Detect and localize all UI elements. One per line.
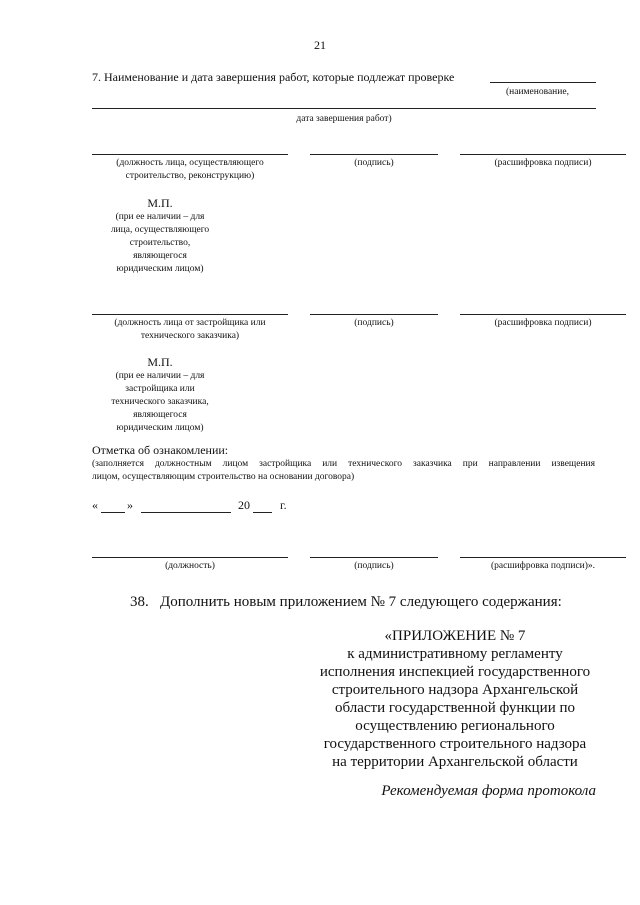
decoding-line-3 [460,557,626,558]
date-close-quote: » [127,498,133,512]
appendix-header [300,627,610,771]
item38-text: 38. Дополнить новым приложением № 7 следующего содержания: [130,594,562,610]
year-line [253,512,272,513]
acknowledgement-note-2: лицом, осуществляющим строительство на основании договора) [92,472,355,482]
month-line [141,512,231,513]
item7-hint-name: (наименование, [506,87,569,97]
year-prefix: 20 [238,498,250,512]
appendix-line: на территории Архангельской области [332,754,578,770]
appendix-title: «ПРИЛОЖЕНИЕ № 7 [384,628,526,644]
acknowledgement-note-1: (заполняется должностным лицом застройщика или технического заказчика при направлении извещения [92,459,595,469]
appendix-line: осуществлению регионального [355,718,555,734]
item7-hint-date: дата завершения работ) [296,114,392,124]
decoding-line-2 [460,314,626,315]
position-line-2 [92,314,288,315]
position-line-3 [92,557,288,558]
item7-name-line [490,82,596,83]
appendix-line: области государственной функции по [334,700,576,716]
position-line-1 [92,154,288,155]
stamp-note-1: М.П. (при ее наличии – для лица, осуществляющего строительство, являющегося юридическим лицом) [110,196,210,274]
position-hint-1: (должность лица, осуществляющего строительство, реконструкцию) [116,158,264,181]
item7-label: 7. Наименование и дата завершения работ, которые подлежат проверке [92,70,455,84]
appendix-line: государственного строительного надзора [323,736,587,752]
acknowledgement-title: Отметка об ознакомлении: [92,443,229,457]
signature-hint-1: (подпись) [354,158,394,168]
appendix-line: исполнения инспекцией государственного [319,664,591,680]
signature-hint-3: (подпись) [354,561,394,571]
stamp-note-2: М.П. (при ее наличии – для застройщика или технического заказчика, являющегося юридическим лицом) [111,355,209,433]
date-open-quote: « [92,498,98,512]
signature-line-3 [310,557,438,558]
position-hint-3: (должность) [165,561,215,571]
item7-date-line [92,108,596,109]
appendix-line: к административному регламенту [347,646,563,662]
appendix-line: строительного надзора Архангельской [331,682,579,698]
position-hint-2: (должность лица от застройщика или технического заказчика) [114,318,266,341]
signature-hint-2: (подпись) [354,318,394,328]
year-suffix: г. [280,498,287,512]
page-number: 21 [314,38,326,52]
decoding-hint-1: (расшифровка подписи) [494,158,592,168]
form-caption: Рекомендуемая форма протокола [381,783,596,799]
signature-line-1 [310,154,438,155]
day-line [101,512,125,513]
decoding-hint-2: (расшифровка подписи) [494,318,592,328]
signature-line-2 [310,314,438,315]
decoding-line-1 [460,154,626,155]
decoding-hint-3: (расшифровка подписи)». [490,561,596,571]
